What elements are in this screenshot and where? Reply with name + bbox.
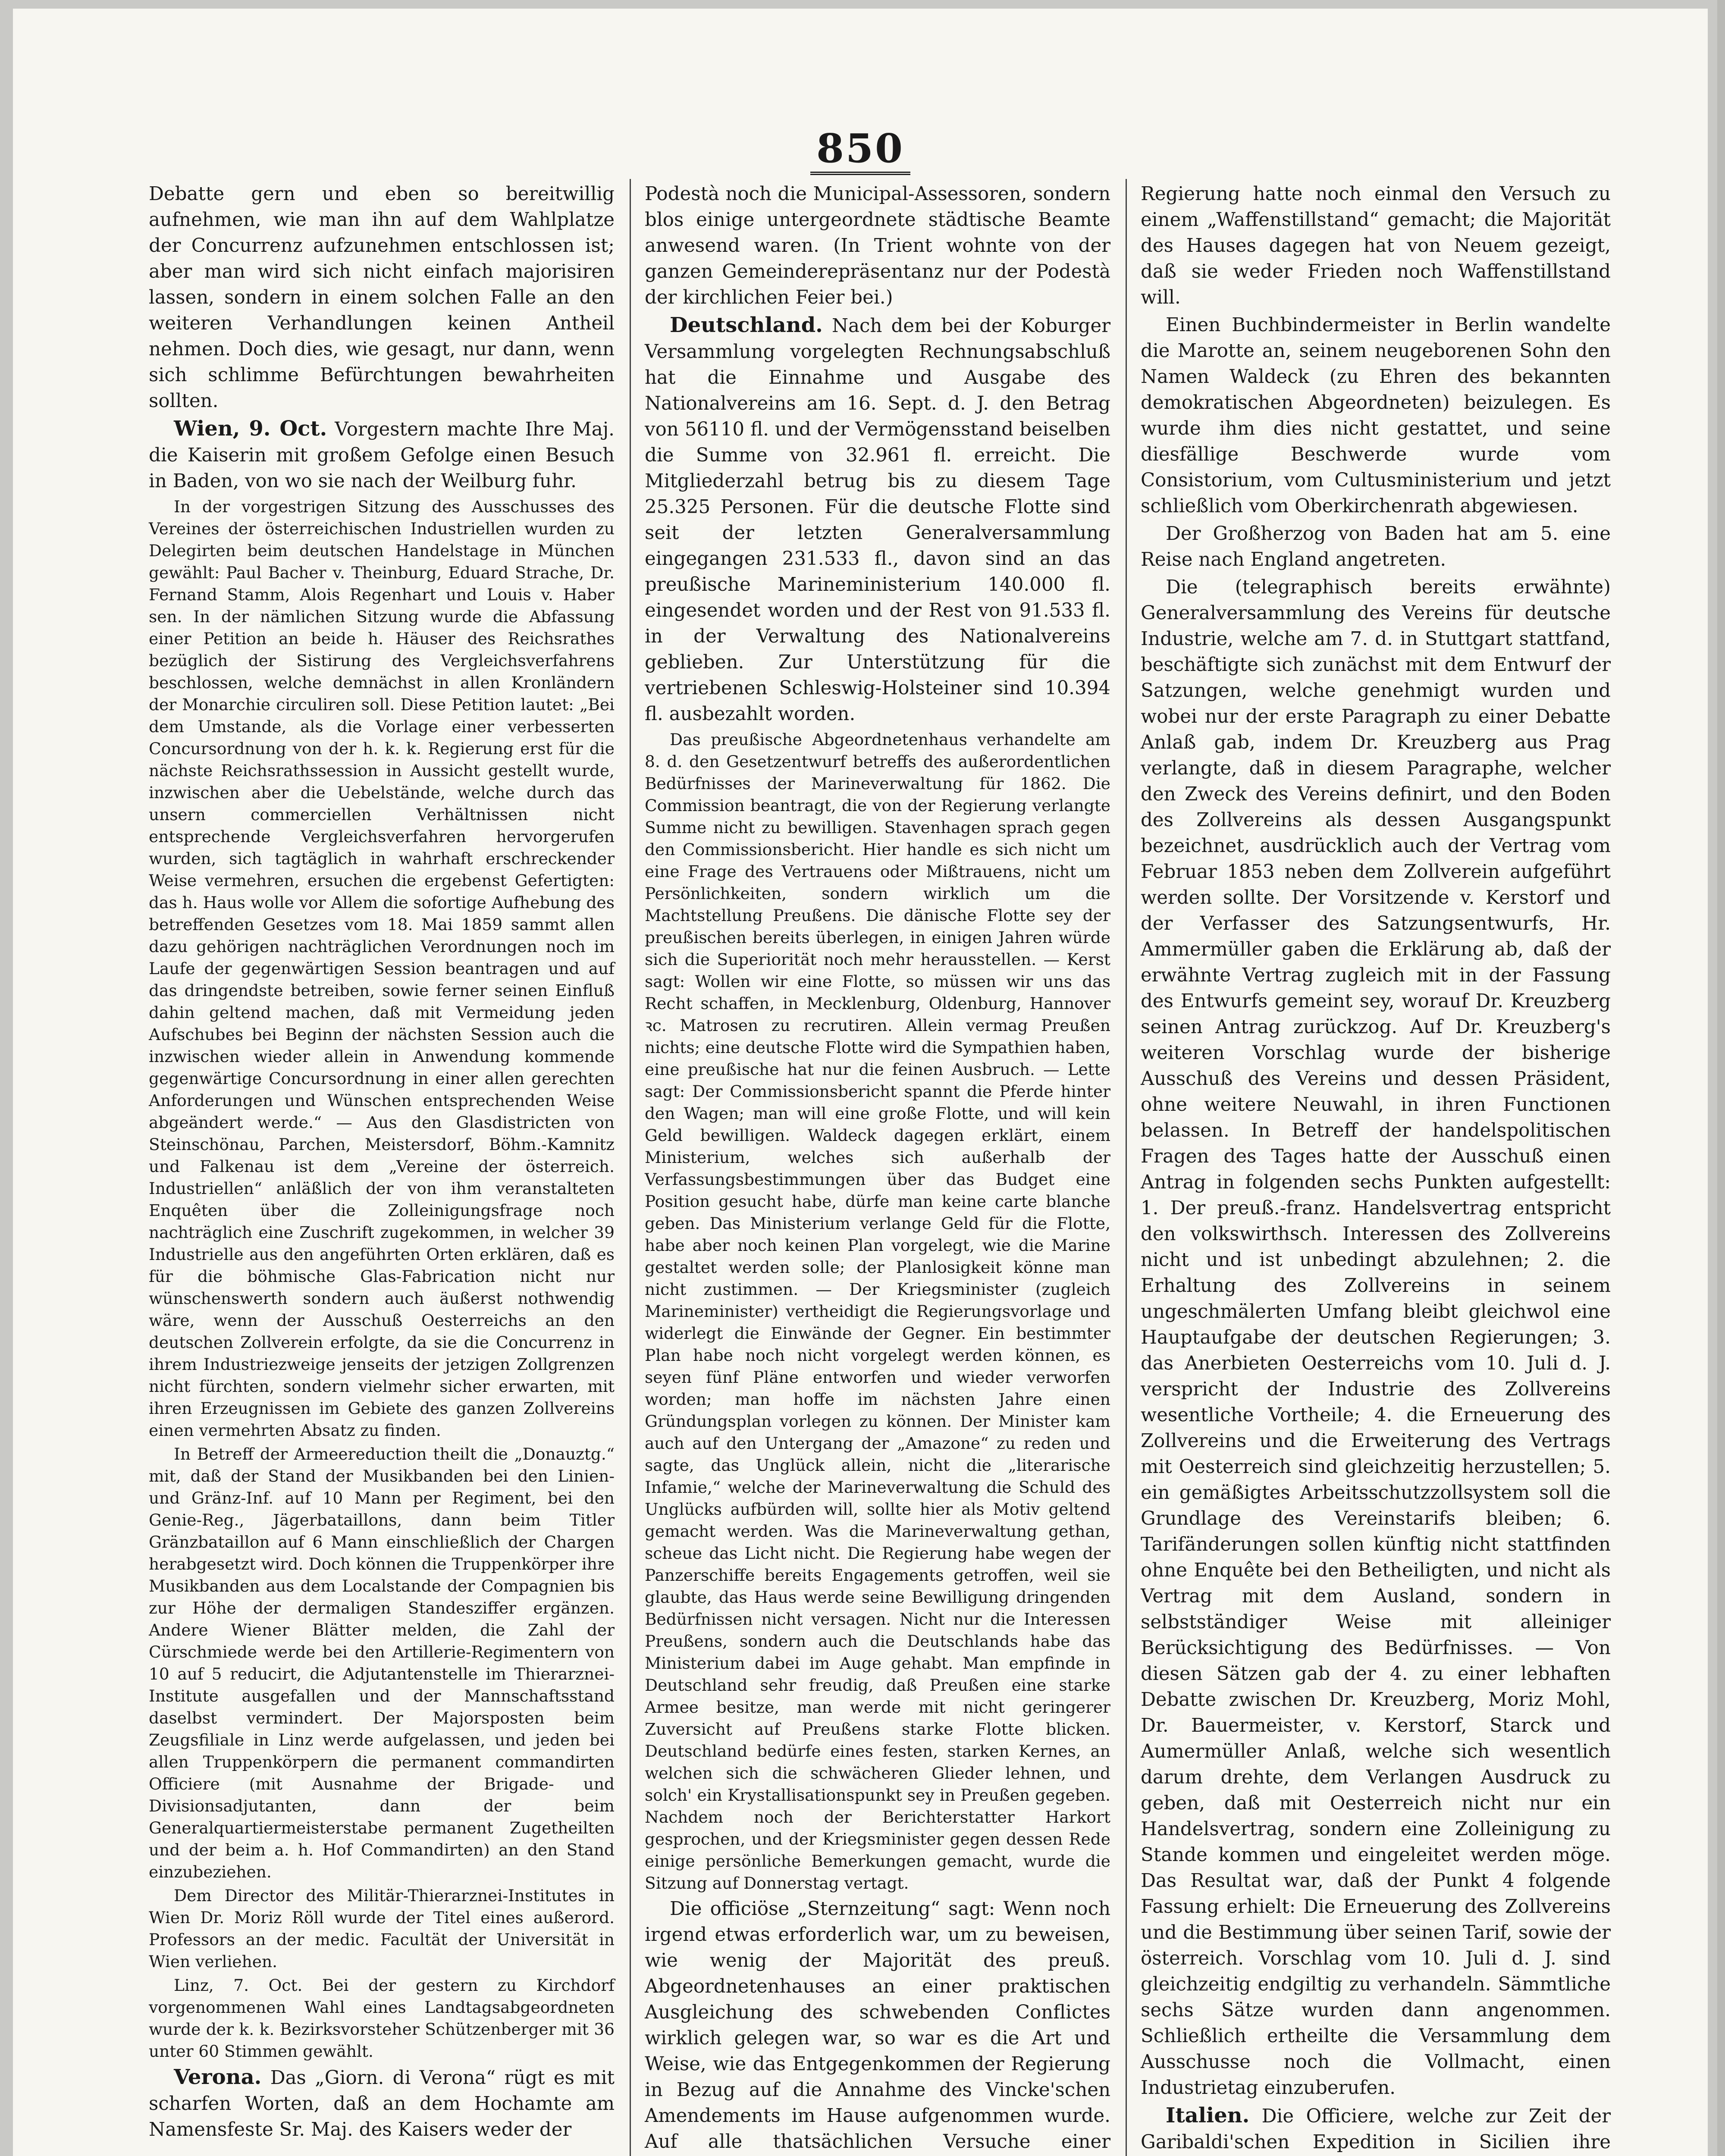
article-paragraph: Verona. Das „Giorn. di Verona“ rügt es mit scharfen Worten, daß an dem Hochamte am Namensfeste Sr. Maj. des Kaisers weder der: [149, 2065, 615, 2140]
article-paragraph: Der Großherzog von Baden hat am 5. eine Reise nach England angetreten.: [1141, 523, 1611, 570]
article-paragraph: Dem Director des Militär-Thierarznei-Institutes in Wien Dr. Moriz Röll wurde der Titel eines außerord. Professors an der medic. Facultät der Universität in Wien verliehen.: [149, 1886, 615, 1971]
column-divider: [1126, 179, 1127, 2156]
article-paragraph: In der vorgestrigen Sitzung des Ausschusses des Vereines der österreichischen Industriellen wurden zu Delegirten beim deutschen Handelstage in München gewählt: Paul Bacher v. Theinburg, Eduard Strache, Dr. Fernand Stamm, Alois Regenhart und Louis v. Haber sen. In der nämlichen Sitzung wurde die Abfassung einer Petition an beide h. Häuser des Reichsrathes bezüglich der Sistirung des Vergleichsverfahrens beschlossen, welche demnächst in allen Kronländern der Monarchie circuliren soll. Diese Petition lautet: „Bei dem Umstande, als die Vorlage einer verbesserten Concursordnung von der h. k. k. Regierung erst für die nächste Reichsrathssession in Aussicht gestellt wurde, inzwischen aber die Uebelstände, welche durch das unsern commerciellen Verhältnissen nicht entsprechende Vergleichsverfahren hervorgerufen wurden, sich tagtäglich in wahrhaft erschreckender Weise vermehren, ersuchen die ergebenst Gefertigten: das h. Haus wolle vor Allem die sofortige Aufhebung des betreffenden Gesetzes vom 18. Mai 1859 sammt allen dazu gehörigen nachträglichen Verordnungen noch im Laufe der gegenwärtigen Session beantragen und auf das dringendste betreiben, sowie ferner seinen Einfluß dahin geltend machen, daß mit Vermeidung jeden Aufschubes bei Beginn der nächsten Session auch die inzwischen wieder allein in Anwendung kommende gegenwärtige Concursordnung in einer allen gerechten Anforderungen und Wünschen entsprechenden Weise abgeändert werde.“ — Aus den Glasdistricten von Steinschönau, Parchen, Meistersdorf, Böhm.-Kamnitz und Falkenau ist dem „Vereine der österreich. Industriellen“ anläßlich der von ihm veranstalteten Enquêten über die Zolleinigungsfrage noch nachträglich eine Zuschrift zugekommen, in welcher 39 Industrielle aus den angeführten Orten erklären, daß es für die böhmische Glas-Fabrication nicht nur wünschenswerth sondern auch äußerst nothwendig wäre, wenn der Ausschuß Oesterreichs an den deutschen Zollverein erfolgte, da sie die Concurrenz in ihrem Industriezweige jenseits der jetzigen Zollgrenzen nicht fürchten, sondern vielmehr sicher erwarten, mit ihren Erzeugnissen im Gebiete des ganzen Zollvereins einen vermehrten Absatz zu finden.: [149, 497, 615, 1440]
article-paragraph: Die (telegraphisch bereits erwähnte) Generalversammlung des Vereins für deutsche Industrie, welche am 7. d. in Stuttgart stattfand, beschäftigte sich zunächst mit dem Entwurf der Satzungen, welche genehmigt wurden und wobei nur der erste Paragraph zu einer Debatte Anlaß gab, indem Dr. Kreuzberg aus Prag verlangte, daß in diesem Paragraphe, welcher den Zweck des Vereins definirt, und den Boden des Zollvereins als dessen Ausgangspunkt bezeichnet, ausdrücklich auch der Vertrag vom Februar 1853 neben dem Zollverein aufgeführt werden sollte. Der Vorsitzende v. Kerstorf und der Verfasser des Satzungsentwurfs, Hr. Ammermüller gaben die Erklärung ab, daß der erwähnte Vertrag zugleich mit in der Fassung des Entwurfs gemeint sey, worauf Dr. Kreuzberg seinen Antrag zurückzog. Auf Dr. Kreuzberg's weiteren Vorschlag wurde der bisherige Ausschuß des Vereins und dessen Präsident, ohne weitere Neuwahl, in ihren Functionen belassen. In Betreff der handelspolitischen Fragen des Tages hatte der Ausschuß einen Antrag in folgenden sechs Punkten aufgestellt: 1. Der preuß.-franz. Handelsvertrag entspricht den volkswirthsch. Interessen des Zollvereins nicht und ist unbedingt abzulehnen; 2. die Erhaltung des Zollvereins in seinem ungeschmälerten Umfang bleibt gleichwol eine Hauptaufgabe der deutschen Regierungen; 3. das Anerbieten Oesterreichs vom 10. Juli d. J. verspricht der Industrie des Zollvereins wesentliche Vortheile; 4. die Erneuerung des Zollvereins und die Erweiterung des Vertrags mit Oesterreich sind gleichzeitig herzustellen; 5. ein gemäßigtes Arbeitsschutzzollsystem soll die Grundlage des Vereinstarifs bleiben; 6. Tarifänderungen sollen künftig nicht stattfinden ohne Enquête bei den Betheiligten, und nicht als Vertrag mit dem Ausland, sondern in selbstständiger Weise mit alleiniger Berücksichtigung des Bedürfnisses. — Von diesen Sätzen gab der 4. zu einer lebhaften Debatte zwischen Dr. Kreuzberg, Moriz Mohl, Dr. Bauermeister, v. Kerstorf, Starck und Aumermüller Anlaß, welche sich wesentlich darum drehte, dem Verlangen Ausdruck zu geben, daß mit Oesterreich nicht nur ein Handelsvertrag, sondern eine Zolleinigung zu Stande kommen und eingeleitet werden möge. Das Resultat war, daß der Punkt 4 folgende Fassung erhielt: Die Erneuerung des Zollvereins und die Bestimmung über seinen Tarif, sowie der österreich. Vorschlag vom 10. Juli d. J. sind gleichzeitig endgiltig zu verhandeln. Sämmtliche sechs Sätze wurden dann angenommen. Schließlich ertheilte die Versammlung dem Ausschusse noch die Vollmacht, einen Industrietag einzuberufen.: [1141, 577, 1611, 2099]
article-paragraph: Italien. Die Officiere, welche zur Zeit der Garibaldi'schen Expedition in Sicilien ihre: [1141, 2103, 1611, 2153]
article-paragraph: In Betreff der Armeereduction theilt die „Donauztg.“ mit, daß der Stand der Musikbanden bei den Linien- und Gränz-Inf. auf 10 Mann per Regiment, bei den Genie-Reg., Jägerbataillons, dann beim Titler Gränzbataillon auf 6 Mann einschließlich der Chargen herabgesetzt wird. Doch können die Truppenkörper ihre Musikbanden aus dem Localstande der Compagnien bis zur Höhe der dermaligen Standesziffer ergänzen. Andere Wiener Blätter melden, die Zahl der Cürschmiede werde bei den Artillerie-Regimentern von 10 auf 5 reducirt, die Adjutantenstelle im Thierarznei-Institute ausgefallen und der Mannschaftsstand daselbst vermindert. Der Majorsposten beim Zeugsfiliale in Linz werde aufgelassen, und jeden bei allen Truppenkörpern die permanent commandirten Officiere (mit Ausnahme der Brigade- und Divisionsadjutanten, dann der beim Generalquartiermeisterstabe permanent Zugetheilten und der beim a. h. Hof Commandirten) an den Stand einzubeziehen.: [149, 1445, 615, 1881]
article-paragraph: Das preußische Abgeordnetenhaus verhandelte am 8. d. den Gesetzentwurf betreffs des außerordentlichen Bedürfnisses der Marineverwaltung für 1862. Die Commission beantragt, die von der Regierung verlangte Summe nicht zu bewilligen. Stavenhagen sprach gegen den Commissionsbericht. Hier handle es sich nicht um eine Frage des Vertrauens oder Mißtrauens, nicht um Persönlichkeiten, sondern wirklich um die Machtstellung Preußens. Die dänische Flotte sey der preußischen bereits überlegen, in einigen Jahren würde sich die Superiorität noch mehr herausstellen. — Kerst sagt: Wollen wir eine Flotte, so müssen wir uns das Recht schaffen, in Mecklenburg, Oldenburg, Hannover ꝛc. Matrosen zu recrutiren. Allein vermag Preußen nichts; eine deutsche Flotte wird die Sympathien haben, eine preußische hat nur die feinen Ausbruch. — Lette sagt: Der Commissionsbericht spannt die Pferde hinter den Wagen; man will eine große Flotte, und will kein Geld bewilligen. Waldeck dagegen erklärt, einem Ministerium, welches sich außerhalb der Verfassungsbestimmungen über das Budget eine Position gesucht habe, dürfe man keine carte blanche geben. Das Ministerium verlange Geld für die Flotte, habe aber noch keinen Plan vorgelegt, wie die Marine gestaltet werden solle; der Planlosigkeit könne man nicht zustimmen. — Der Kriegsminister (zugleich Marineminister) vertheidigt die Regierungsvorlage und widerlegt die Einwände der Gegner. Ein bestimmter Plan habe noch nicht vorgelegt werden können, es seyen fünf Pläne entworfen und wieder verworfen worden; man hoffe im nächsten Jahre einen Gründungsplan vorlegen zu können. Der Minister kam auch auf den Untergang der „Amazone“ zu reden und sagte, das Unglück allein, nicht die „literarische Infamie,“ welche der Marineverwaltung die Schuld des Unglücks aufbürden will, sollte hier als Motiv geltend gemacht werden. Was die Marineverwaltung gethan, scheue das Licht nicht. Die Regierung habe wegen der Panzerschiffe bereits Engagements getroffen, weil sie glaubte, das Haus werde seine Bewilligung dringenden Bedürfnissen nicht versagen. Nicht nur die Interessen Preußens, sondern auch die Deutschlands habe das Ministerium dabei im Auge gehabt. Man empfinde in Deutschland sehr freudig, daß Preußen eine starke Armee besitze, man werde mit nicht geringerer Zuversicht auf Preußens starke Flotte blicken. Deutschland bedürfe eines festen, starken Kernes, an welchen sich die schwächeren Glieder lehnen, und solch' ein Krystallisationspunkt sey in Preußen gegeben. Nachdem noch der Berichterstatter Harkort gesprochen, und der Kriegsminister gegen dessen Rede einige persönliche Bemerkungen gemacht, wurde die Sitzung auf Donnerstag vertagt.: [645, 730, 1110, 1893]
column-3: [1141, 181, 1611, 2156]
dateline-italien: Italien.: [1166, 2103, 1250, 2128]
article-paragraph: Debatte gern und eben so bereitwillig aufnehmen, wie man ihn auf dem Wahlplatze der Concurrenz aufzunehmen entschlossen ist; aber man wird sich nicht einfach majorisiren lassen, sondern in einem solchen Falle an den weiteren Verhandlungen keinen Antheil nehmen. Doch dies, wie gesagt, nur dann, wenn sich schlimme Befürchtungen bewahrheiten sollten.: [149, 183, 615, 412]
article-paragraph: Die officiöse „Sternzeitung“ sagt: Wenn noch irgend etwas erforderlich war, um zu beweisen, wie wenig der Majorität des preuß. Abgeordnetenhauses an einer praktischen Ausgleichung des schwebenden Conflictes wirklich gelegen war, so war es die Art und Weise, wie das Entgegenkommen der Regierung in Bezug auf die Annahme des Vincke'schen Amendements im Hause aufgenommen wurde. Auf alle thatsächlichen Versuche einer: [645, 1898, 1110, 2153]
column-1: [149, 181, 615, 2144]
article-paragraph: Deutschland. Nach dem bei der Koburger Versammlung vorgelegten Rechnungsabschluß hat die Einnahme und Ausgabe des Nationalvereins am 16. Sept. d. J. den Betrag von 56110 fl. und der Vermögensstand beiselben die Summe von 32.961 fl. erreicht. Die Mitgliederzahl betrug bis zu diesem Tage 25.325 Personen. Für die deutsche Flotte sind seit der letzten Generalversammlung eingegangen 231.533 fl., davon sind an das preußische Marineministerium 140.000 fl. eingesendet worden und der Rest von 91.533 fl. in der Verwaltung des Nationalvereins geblieben. Zur Unterstützung für die vertriebenen Schleswig-Holsteiner sind 10.394 fl. ausbezahlt worden.: [645, 313, 1110, 725]
article-paragraph: Wien, 9. Oct. Vorgestern machte Ihre Maj. die Kaiserin mit großem Gefolge einen Besuch in Baden, von wo sie nach der Weilburg fuhr.: [149, 417, 615, 492]
dateline-verona: Verona.: [174, 2065, 262, 2089]
article-paragraph: Linz, 7. Oct. Bei der gestern zu Kirchdorf vorgenommenen Wahl eines Landtagsabgeordneten wurde der k. k. Bezirksvorsteher Schützenberger mit 36 unter 60 Stimmen gewählt.: [149, 1976, 615, 2061]
column-2: [645, 181, 1110, 2156]
column-divider: [630, 179, 631, 2156]
dateline-deutschland: Deutschland.: [670, 313, 823, 337]
article-paragraph: Podestà noch die Municipal-Assessoren, sondern blos einige untergeordnete städtische Beamte anwesend waren. (In Trient wohnte von der ganzen Gemeinderepräsentanz nur der Podestà der kirchlichen Feier bei.): [645, 183, 1110, 308]
scan-edge: [1717, 0, 1725, 2156]
newspaper-page: [13, 9, 1708, 2156]
page-number: 850: [13, 125, 1708, 172]
article-paragraph: Regierung hatte noch einmal den Versuch zu einem „Waffenstillstand“ gemacht; die Majorität des Hauses dagegen hat von Neuem gezeigt, daß sie weder Frieden noch Waffenstillstand will.: [1141, 183, 1611, 308]
article-paragraph: Einen Buchbindermeister in Berlin wandelte die Marotte an, seinem neugeborenen Sohn den Namen Waldeck (zu Ehren des bekannten demokratischen Abgeordneten) beizulegen. Es wurde ihm dies nicht gestattet, und seine diesfällige Beschwerde wurde vom Consistorium, vom Cultusministerium und jetzt schließlich vom Oberkirchenrath abgewiesen.: [1141, 314, 1611, 517]
dateline-wien: Wien, 9. Oct.: [174, 417, 327, 441]
